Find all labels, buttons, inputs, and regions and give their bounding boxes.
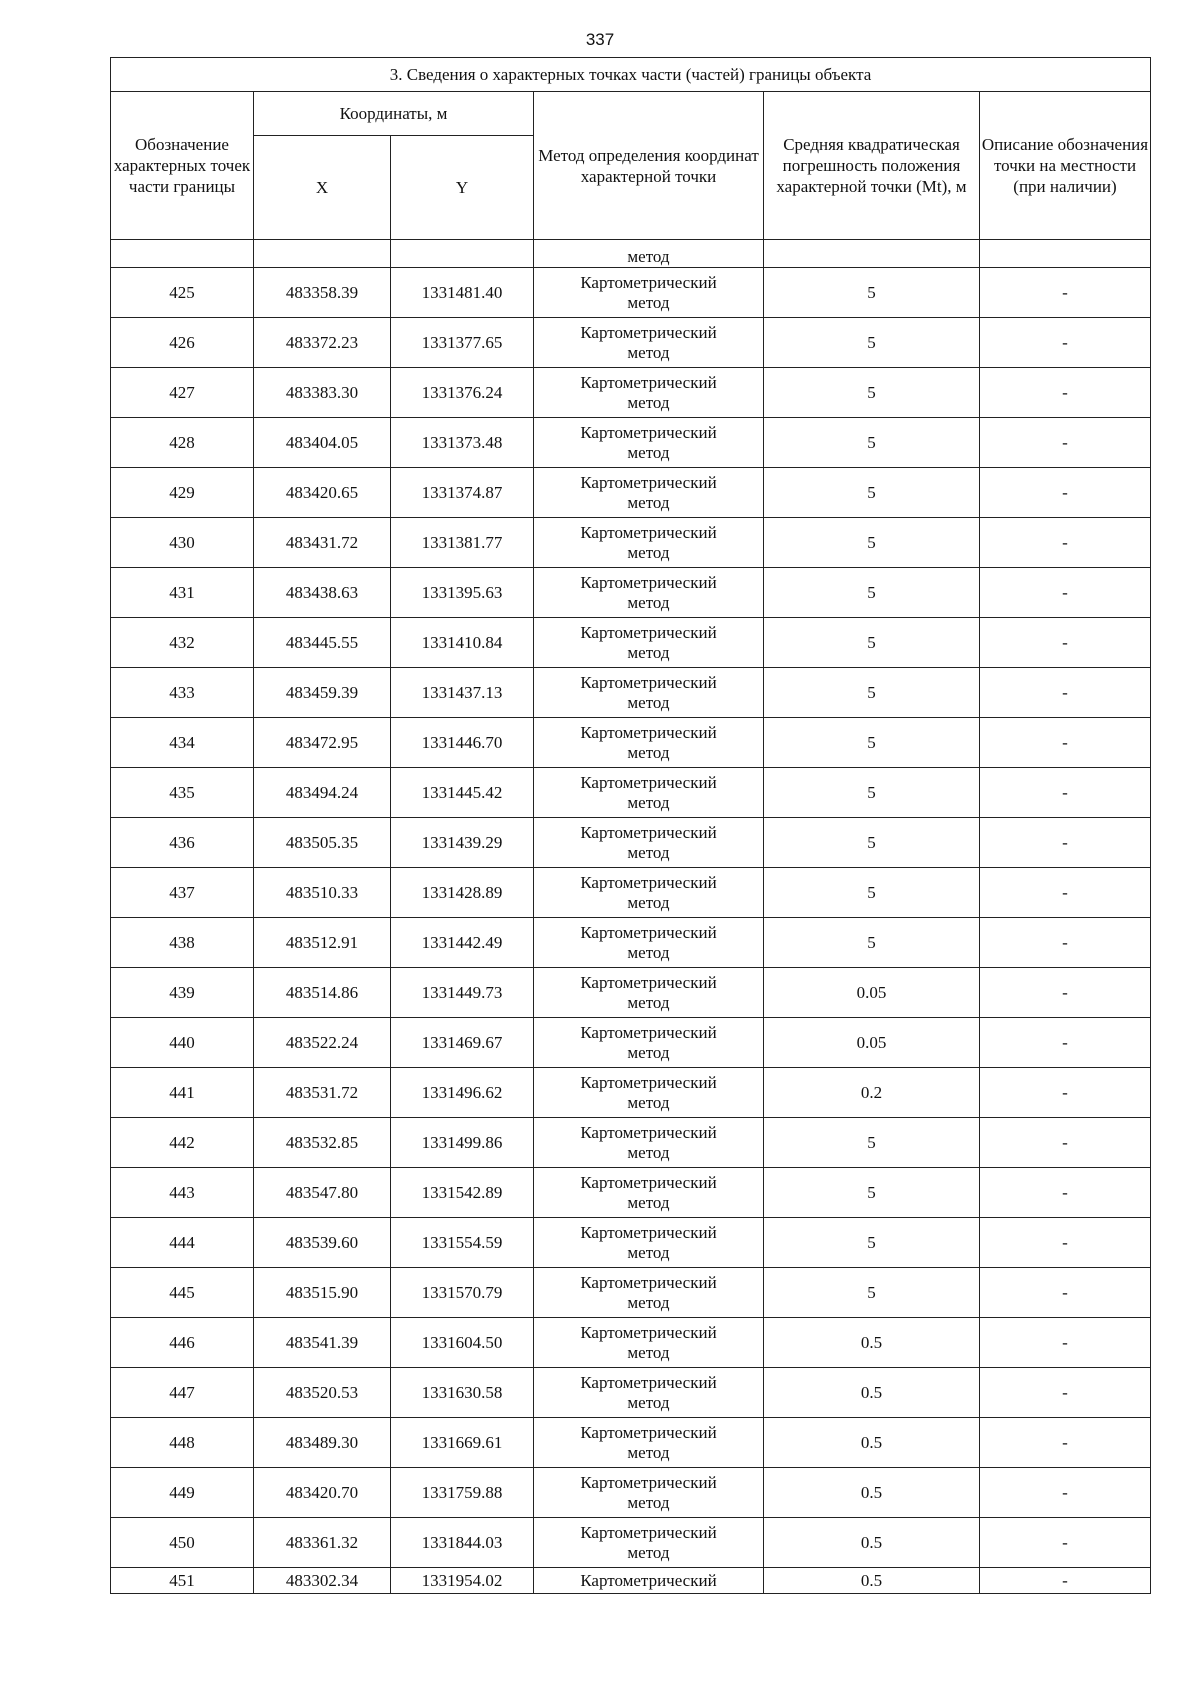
cell-y: 1331469.67 xyxy=(391,1018,534,1068)
cell-point: 439 xyxy=(111,968,254,1018)
cell-point: 450 xyxy=(111,1518,254,1568)
cell-method xyxy=(534,818,764,868)
cell-mt: 0.5 xyxy=(764,1368,980,1418)
header-y: Y xyxy=(391,136,534,240)
cell-point: 427 xyxy=(111,368,254,418)
cell-method-line1: Картометрический xyxy=(580,822,717,842)
cell-description: - xyxy=(980,618,1151,668)
cell-x: 483459.39 xyxy=(254,668,391,718)
cell-mt: 0.5 xyxy=(764,1318,980,1368)
cell-method xyxy=(534,518,764,568)
cell-y: 1331439.29 xyxy=(391,818,534,868)
cell-point: 429 xyxy=(111,468,254,518)
cell-point: 433 xyxy=(111,668,254,718)
table-row xyxy=(111,1518,1151,1568)
cell-y: 1331496.62 xyxy=(391,1068,534,1118)
table-row xyxy=(111,468,1151,518)
cell-mt: 5 xyxy=(764,918,980,968)
cell-mt: 5 xyxy=(764,1168,980,1218)
cell-method-line2: метод xyxy=(627,1192,670,1212)
cell-mt: 5 xyxy=(764,668,980,718)
cell-method-line1: Картометрический xyxy=(580,922,717,942)
cell-x: 483532.85 xyxy=(254,1118,391,1168)
cell-mt: 0.5 xyxy=(764,1468,980,1518)
cell-description: - xyxy=(980,1068,1151,1118)
cell-description: - xyxy=(980,318,1151,368)
cell-y: 1331377.65 xyxy=(391,318,534,368)
table-row xyxy=(111,418,1151,468)
cell-method-line1: Картометрический xyxy=(580,772,717,792)
cell-method-line2: метод xyxy=(627,1242,670,1262)
cell-method xyxy=(534,1068,764,1118)
cell-x: 483472.95 xyxy=(254,718,391,768)
table-row xyxy=(111,368,1151,418)
cell-description: - xyxy=(980,418,1151,468)
table-row xyxy=(111,1468,1151,1518)
cell-method-line2: метод xyxy=(627,342,670,362)
cell-x: 483431.72 xyxy=(254,518,391,568)
cell-y: 1331373.48 xyxy=(391,418,534,468)
table-row xyxy=(111,1268,1151,1318)
cell-method xyxy=(534,268,764,318)
cell-description: - xyxy=(980,1568,1151,1594)
table-row xyxy=(111,818,1151,868)
cell-method-line1: Картометрический xyxy=(580,1322,717,1342)
table-row xyxy=(111,1218,1151,1268)
cell-method-line2: метод xyxy=(627,1092,670,1112)
cell-method-line2: метод xyxy=(627,1342,670,1362)
cell-method xyxy=(534,568,764,618)
cell-x: 483494.24 xyxy=(254,768,391,818)
cell-x: 483438.63 xyxy=(254,568,391,618)
table-row xyxy=(111,1018,1151,1068)
cell-y: 1331954.02 xyxy=(391,1568,534,1594)
table-row xyxy=(111,1068,1151,1118)
cell-method-line2: метод xyxy=(627,692,670,712)
cell-point: 440 xyxy=(111,1018,254,1068)
cell-mt: 0.05 xyxy=(764,968,980,1018)
cell-mt: 5 xyxy=(764,1118,980,1168)
cell-method-line2: метод xyxy=(627,1542,670,1562)
cell-mt: 5 xyxy=(764,418,980,468)
cell-y: 1331844.03 xyxy=(391,1518,534,1568)
cell-method xyxy=(534,318,764,368)
cell-method-line1: Картометрический xyxy=(580,1072,717,1092)
cell-description: - xyxy=(980,1518,1151,1568)
cell-description: - xyxy=(980,868,1151,918)
cell-method-line2: метод xyxy=(627,742,670,762)
cell-method-line2: метод xyxy=(627,1492,670,1512)
table-row xyxy=(111,668,1151,718)
continuation-row xyxy=(111,240,1151,268)
cell-method-line2: метод xyxy=(627,542,670,562)
cell-method xyxy=(534,1468,764,1518)
cell-method-line1: Картометрический xyxy=(580,522,717,542)
cell-mt: 0.5 xyxy=(764,1418,980,1468)
cell-method-line2: метод xyxy=(627,992,670,1012)
cell-x: 483404.05 xyxy=(254,418,391,468)
cell-x: 483539.60 xyxy=(254,1218,391,1268)
cell-description: - xyxy=(980,1368,1151,1418)
table-row xyxy=(111,568,1151,618)
table-row xyxy=(111,1368,1151,1418)
cell-mt: 5 xyxy=(764,1218,980,1268)
cell-point: 446 xyxy=(111,1318,254,1368)
cell-x: 483445.55 xyxy=(254,618,391,668)
cell-x: 483361.32 xyxy=(254,1518,391,1568)
cell-y: 1331604.50 xyxy=(391,1318,534,1368)
cell-point: 444 xyxy=(111,1218,254,1268)
cell-x: 483420.65 xyxy=(254,468,391,518)
table-row xyxy=(111,518,1151,568)
cell-description: - xyxy=(980,518,1151,568)
cell-description: - xyxy=(980,1468,1151,1518)
cell-point: 428 xyxy=(111,418,254,468)
table-title: 3. Сведения о характерных точках части (частей) границы объекта xyxy=(111,58,1151,92)
cell-method-line1: Картометрический xyxy=(580,872,717,892)
cell-x: 483420.70 xyxy=(254,1468,391,1518)
cell-method-line2: метод xyxy=(627,1292,670,1312)
table-row xyxy=(111,968,1151,1018)
cell-method-line1: Картометрический xyxy=(580,622,717,642)
cell-method xyxy=(534,1168,764,1218)
cell-point: 441 xyxy=(111,1068,254,1118)
cell-mt: 0.5 xyxy=(764,1518,980,1568)
cell-y: 1331630.58 xyxy=(391,1368,534,1418)
cell-point: 437 xyxy=(111,868,254,918)
cell-y: 1331759.88 xyxy=(391,1468,534,1518)
cell-mt: 5 xyxy=(764,618,980,668)
cell-y: 1331374.87 xyxy=(391,468,534,518)
header-description: Описание обозначения точки на местности (при наличии) xyxy=(980,92,1151,240)
cell-method xyxy=(534,1368,764,1418)
cell-description: - xyxy=(980,368,1151,418)
cell-method xyxy=(534,918,764,968)
cell-point: 426 xyxy=(111,318,254,368)
cell-method-line2: метод xyxy=(627,1442,670,1462)
cell-description: - xyxy=(980,918,1151,968)
header-designation: Обозначение характерных точек части границы xyxy=(111,92,254,240)
cell-point: 449 xyxy=(111,1468,254,1518)
cell-method-line2: метод xyxy=(627,1142,670,1162)
cell-mt: 5 xyxy=(764,318,980,368)
cell-method-line2: метод xyxy=(627,942,670,962)
cell-method-line1: Картометрический xyxy=(580,1122,717,1142)
cell-x: 483520.53 xyxy=(254,1368,391,1418)
cell-y: 1331437.13 xyxy=(391,668,534,718)
cell-method-line2: метод xyxy=(627,492,670,512)
table-row xyxy=(111,1168,1151,1218)
cell-method-line2: метод xyxy=(627,442,670,462)
cell-mt: 5 xyxy=(764,818,980,868)
cell-method xyxy=(534,1418,764,1468)
cell-point: 448 xyxy=(111,1418,254,1468)
cell-mt: 5 xyxy=(764,368,980,418)
cell-description: - xyxy=(980,668,1151,718)
cell-x: 483515.90 xyxy=(254,1268,391,1318)
cell-description: - xyxy=(980,1418,1151,1468)
table-row xyxy=(111,318,1151,368)
cell-point: 438 xyxy=(111,918,254,968)
cell-mt: 0.5 xyxy=(764,1568,980,1594)
cell-method xyxy=(534,1268,764,1318)
cell-y: 1331570.79 xyxy=(391,1268,534,1318)
table-row xyxy=(111,618,1151,668)
cell-point: 431 xyxy=(111,568,254,618)
cell-point: 443 xyxy=(111,1168,254,1218)
cell-y: 1331446.70 xyxy=(391,718,534,768)
cell-description: - xyxy=(980,768,1151,818)
cell-description: - xyxy=(980,468,1151,518)
cell-y: 1331376.24 xyxy=(391,368,534,418)
cell-y: 1331554.59 xyxy=(391,1218,534,1268)
cell-method-line1: Картометрический xyxy=(580,472,717,492)
table-row xyxy=(111,1418,1151,1468)
cell-x: 483358.39 xyxy=(254,268,391,318)
cell-method-line2: метод xyxy=(627,1392,670,1412)
cell-description: - xyxy=(980,718,1151,768)
cell-description: - xyxy=(980,568,1151,618)
header-method: Метод определения координат характерной точки xyxy=(534,92,764,240)
cell-method xyxy=(534,1018,764,1068)
cell-description: - xyxy=(980,818,1151,868)
cell-description: - xyxy=(980,1168,1151,1218)
cell-method xyxy=(534,1318,764,1368)
cell-x: 483522.24 xyxy=(254,1018,391,1068)
cell-x: 483302.34 xyxy=(254,1568,391,1594)
table-row xyxy=(111,268,1151,318)
cell-x: 483505.35 xyxy=(254,818,391,868)
cell-method xyxy=(534,618,764,668)
cell-y: 1331445.42 xyxy=(391,768,534,818)
cell-y: 1331442.49 xyxy=(391,918,534,968)
continuation-method: метод xyxy=(534,240,764,268)
cell-method-line1: Картометрический xyxy=(580,422,717,442)
cell-y: 1331499.86 xyxy=(391,1118,534,1168)
cell-method-line1: Картометрический xyxy=(580,1522,717,1542)
cell-mt: 5 xyxy=(764,768,980,818)
cell-mt: 5 xyxy=(764,568,980,618)
cell-method-line1: Картометрический xyxy=(580,1272,717,1292)
cell-x: 483531.72 xyxy=(254,1068,391,1118)
cell-point: 436 xyxy=(111,818,254,868)
page-number: 337 xyxy=(585,30,615,49)
cell-description: - xyxy=(980,1018,1151,1068)
cell-method xyxy=(534,868,764,918)
cell-method-line2: метод xyxy=(627,1042,670,1062)
cell-method xyxy=(534,1118,764,1168)
boundary-points-table xyxy=(110,57,1151,1594)
cell-x: 483541.39 xyxy=(254,1318,391,1368)
cell-y: 1331410.84 xyxy=(391,618,534,668)
cell-method xyxy=(534,718,764,768)
cell-point: 425 xyxy=(111,268,254,318)
cell-method xyxy=(534,1218,764,1268)
cell-method-line1: Картометрический xyxy=(580,372,717,392)
header-accuracy: Средняя квадратическая погрешность положения характерной точки (Mt), м xyxy=(764,92,980,240)
cell-method-line2: метод xyxy=(627,292,670,312)
cell-x: 483383.30 xyxy=(254,368,391,418)
cell-y: 1331669.61 xyxy=(391,1418,534,1468)
cell-description: - xyxy=(980,1268,1151,1318)
cell-y: 1331449.73 xyxy=(391,968,534,1018)
cell-x: 483372.23 xyxy=(254,318,391,368)
header-x: X xyxy=(254,136,391,240)
cell-method-line1: Картометрический xyxy=(580,1372,717,1392)
cell-method-line1: Картометрический xyxy=(580,1022,717,1042)
table-row-last xyxy=(111,1568,1151,1594)
table-row xyxy=(111,1118,1151,1168)
header-coordinates: Координаты, м xyxy=(254,92,534,136)
cell-mt: 5 xyxy=(764,468,980,518)
cell-point: 447 xyxy=(111,1368,254,1418)
cell-point: 430 xyxy=(111,518,254,568)
cell-method-line1: Картометрический xyxy=(580,722,717,742)
cell-method-line2: метод xyxy=(627,792,670,812)
cell-point: 451 xyxy=(111,1568,254,1594)
cell-mt: 0.05 xyxy=(764,1018,980,1068)
cell-point: 445 xyxy=(111,1268,254,1318)
cell-method-line1: Картометрический xyxy=(580,572,717,592)
cell-method-line2: метод xyxy=(627,892,670,912)
cell-mt: 5 xyxy=(764,518,980,568)
cell-method xyxy=(534,368,764,418)
cell-method-line2: метод xyxy=(627,592,670,612)
cell-point: 434 xyxy=(111,718,254,768)
cell-method-line1: Картометрический xyxy=(580,672,717,692)
cell-point: 432 xyxy=(111,618,254,668)
cell-y: 1331395.63 xyxy=(391,568,534,618)
cell-method-line2: метод xyxy=(627,392,670,412)
cell-x: 483489.30 xyxy=(254,1418,391,1468)
table-row xyxy=(111,718,1151,768)
cell-x: 483512.91 xyxy=(254,918,391,968)
cell-mt: 5 xyxy=(764,868,980,918)
cell-method xyxy=(534,418,764,468)
table-row xyxy=(111,1318,1151,1368)
table-row xyxy=(111,868,1151,918)
cell-method-line1: Картометрический xyxy=(580,1422,717,1442)
cell-method-line1: Картометрический xyxy=(580,972,717,992)
cell-mt: 0.2 xyxy=(764,1068,980,1118)
cell-method-line2: метод xyxy=(627,842,670,862)
cell-x: 483510.33 xyxy=(254,868,391,918)
cell-description: - xyxy=(980,268,1151,318)
cell-method: Картометрический xyxy=(534,1568,764,1594)
cell-y: 1331428.89 xyxy=(391,868,534,918)
cell-method xyxy=(534,468,764,518)
cell-x: 483514.86 xyxy=(254,968,391,1018)
cell-method xyxy=(534,668,764,718)
cell-point: 442 xyxy=(111,1118,254,1168)
table-row xyxy=(111,918,1151,968)
cell-method xyxy=(534,968,764,1018)
cell-mt: 5 xyxy=(764,1268,980,1318)
cell-y: 1331542.89 xyxy=(391,1168,534,1218)
cell-method-line1: Картометрический xyxy=(580,1172,717,1192)
cell-y: 1331481.40 xyxy=(391,268,534,318)
cell-mt: 5 xyxy=(764,718,980,768)
cell-y: 1331381.77 xyxy=(391,518,534,568)
cell-method xyxy=(534,768,764,818)
cell-method-line1: Картометрический xyxy=(580,1472,717,1492)
cell-method xyxy=(534,1518,764,1568)
cell-x: 483547.80 xyxy=(254,1168,391,1218)
cell-description: - xyxy=(980,968,1151,1018)
cell-description: - xyxy=(980,1118,1151,1168)
cell-method-line1: Картометрический xyxy=(580,322,717,342)
cell-description: - xyxy=(980,1318,1151,1368)
cell-mt: 5 xyxy=(764,268,980,318)
table-row xyxy=(111,768,1151,818)
cell-point: 435 xyxy=(111,768,254,818)
cell-method-line1: Картометрический xyxy=(580,1222,717,1242)
cell-method-line1: Картометрический xyxy=(580,272,717,292)
cell-method-line2: метод xyxy=(627,642,670,662)
cell-description: - xyxy=(980,1218,1151,1268)
